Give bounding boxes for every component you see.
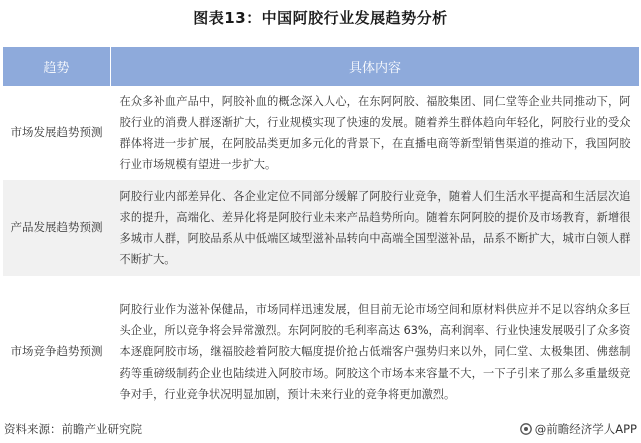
- row-label: 市场发展趋势预测: [3, 87, 111, 180]
- footer: [0, 419, 641, 439]
- page-title: 图表13：中国阿胶行业发展趋势分析: [193, 9, 448, 27]
- row-label: 产品发展趋势预测: [3, 180, 111, 277]
- table-row: [3, 87, 640, 180]
- brand-credit: [520, 421, 637, 437]
- qianzhan-logo-icon: [520, 423, 532, 435]
- table-header-row: [3, 47, 640, 87]
- row-content: 阿胶行业作为滋补保健品，市场同样迅速发展，但目前无论市场空间和原材料供应并不足以容纳众多巨头企业，所以竞争将会异常激烈。东阿阿胶的毛利率高达 63%，高利润率、行业快速发展吸引了众多资本逐鹿阿胶市场，继福胶趁着阿胶大幅度提价抢占低端客户强势归来以外，同仁堂、太极集团、佛慈制药等重磅级制药企业也陆续进入阿胶市场。阿胶这个市场本来容量不大，一下子引来了那么多重量级竞争对手，行业竞争状况明显加剧，预计未来行业的竞争将更加激烈。: [111, 277, 640, 428]
- source-note: 资料来源：前瞻产业研究院: [4, 422, 142, 436]
- trend-table: [2, 46, 640, 427]
- header-trend: 趋势: [3, 47, 111, 87]
- table-row: [3, 180, 640, 277]
- brand-label: @前瞻经济学人APP: [534, 422, 637, 436]
- table-row: [3, 277, 640, 428]
- row-label: 市场竞争趋势预测: [3, 277, 111, 428]
- row-content: 阿胶行业内部差异化、各企业定位不同部分缓解了阿胶行业竞争，随着人们生活水平提高和生活层次追求的提升，高端化、差异化将是阿胶行业未来产品趋势所向。随着东阿阿胶的提价及市场教育，新增很多城市人群，阿胶品系从中低端区域型滋补品转向中高端全国型滋补品，品系不断扩大，城市白领人群不断扩大。: [111, 180, 640, 277]
- header-content: 具体内容: [111, 47, 640, 87]
- row-content: 在众多补血产品中，阿胶补血的概念深入人心，在东阿阿胶、福胶集团、同仁堂等企业共同推动下，阿胶行业的消费人群逐渐扩大，行业规模实现了快速的发展。随着养生群体趋向年轻化，阿胶行业的受众群体将进一步扩展，在阿胶品类更加多元化的背景下，在直播电商等新型销售渠道的推动下，我国阿胶行业市场规模有望进一步扩大。: [111, 87, 640, 180]
